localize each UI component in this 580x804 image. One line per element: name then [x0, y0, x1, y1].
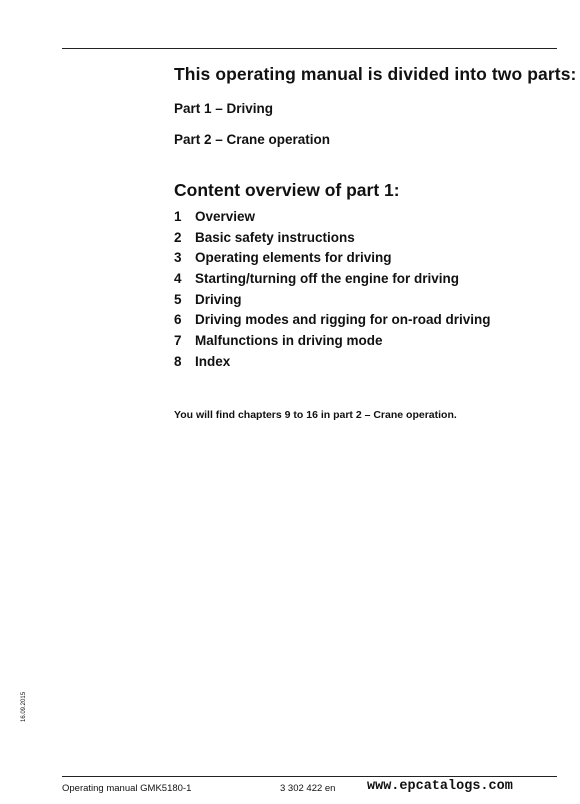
bottom-divider: [62, 776, 557, 777]
chapter-title: Overview: [195, 209, 256, 224]
chapter-title: Starting/turning off the engine for driving: [195, 271, 459, 287]
chapter-title: Driving modes and rigging for on-road driving: [195, 312, 491, 328]
chapter-item: [174, 207, 491, 228]
chapter-title: Basic safety instructions: [195, 229, 355, 245]
chapter-title: Driving: [195, 291, 242, 307]
chapter-item: [174, 228, 491, 249]
chapter-number: 2: [174, 229, 182, 245]
chapter-number: 4: [174, 271, 182, 287]
chapter-item: [174, 331, 491, 352]
footer-manual-title: Operating manual GMK5180-1: [62, 783, 192, 794]
intro-heading: This operating manual is divided into two parts:: [174, 64, 577, 84]
chapter-item: [174, 310, 491, 331]
chapter-title: Malfunctions in driving mode: [195, 333, 383, 349]
chapter-item: [174, 290, 491, 311]
footer-document-number: 3 302 422 en: [280, 783, 336, 794]
chapter-number: 5: [174, 291, 182, 307]
chapter-number: 8: [174, 353, 182, 369]
chapter-item: [174, 352, 491, 373]
top-divider: [62, 48, 557, 49]
chapter-list: [174, 207, 491, 373]
chapter-title: Index: [195, 353, 231, 369]
chapter-number: 3: [174, 250, 182, 266]
chapter-number: 7: [174, 333, 182, 349]
footer-website-link[interactable]: www.epcatalogs.com: [367, 779, 513, 794]
part-2-note: You will find chapters 9 to 16 in part 2 – Crane operation.: [174, 409, 457, 421]
chapter-item: [174, 269, 491, 290]
overview-heading: Content overview of part 1:: [174, 180, 400, 200]
chapter-item: [174, 248, 491, 269]
chapter-number: 1: [174, 209, 182, 224]
part-2-label: Part 2 – Crane operation: [174, 132, 331, 147]
part-1-label: Part 1 – Driving: [174, 101, 274, 116]
chapter-number: 6: [174, 312, 182, 328]
side-date-stamp: 16.09.2015: [21, 691, 27, 722]
chapter-title: Operating elements for driving: [195, 250, 392, 266]
